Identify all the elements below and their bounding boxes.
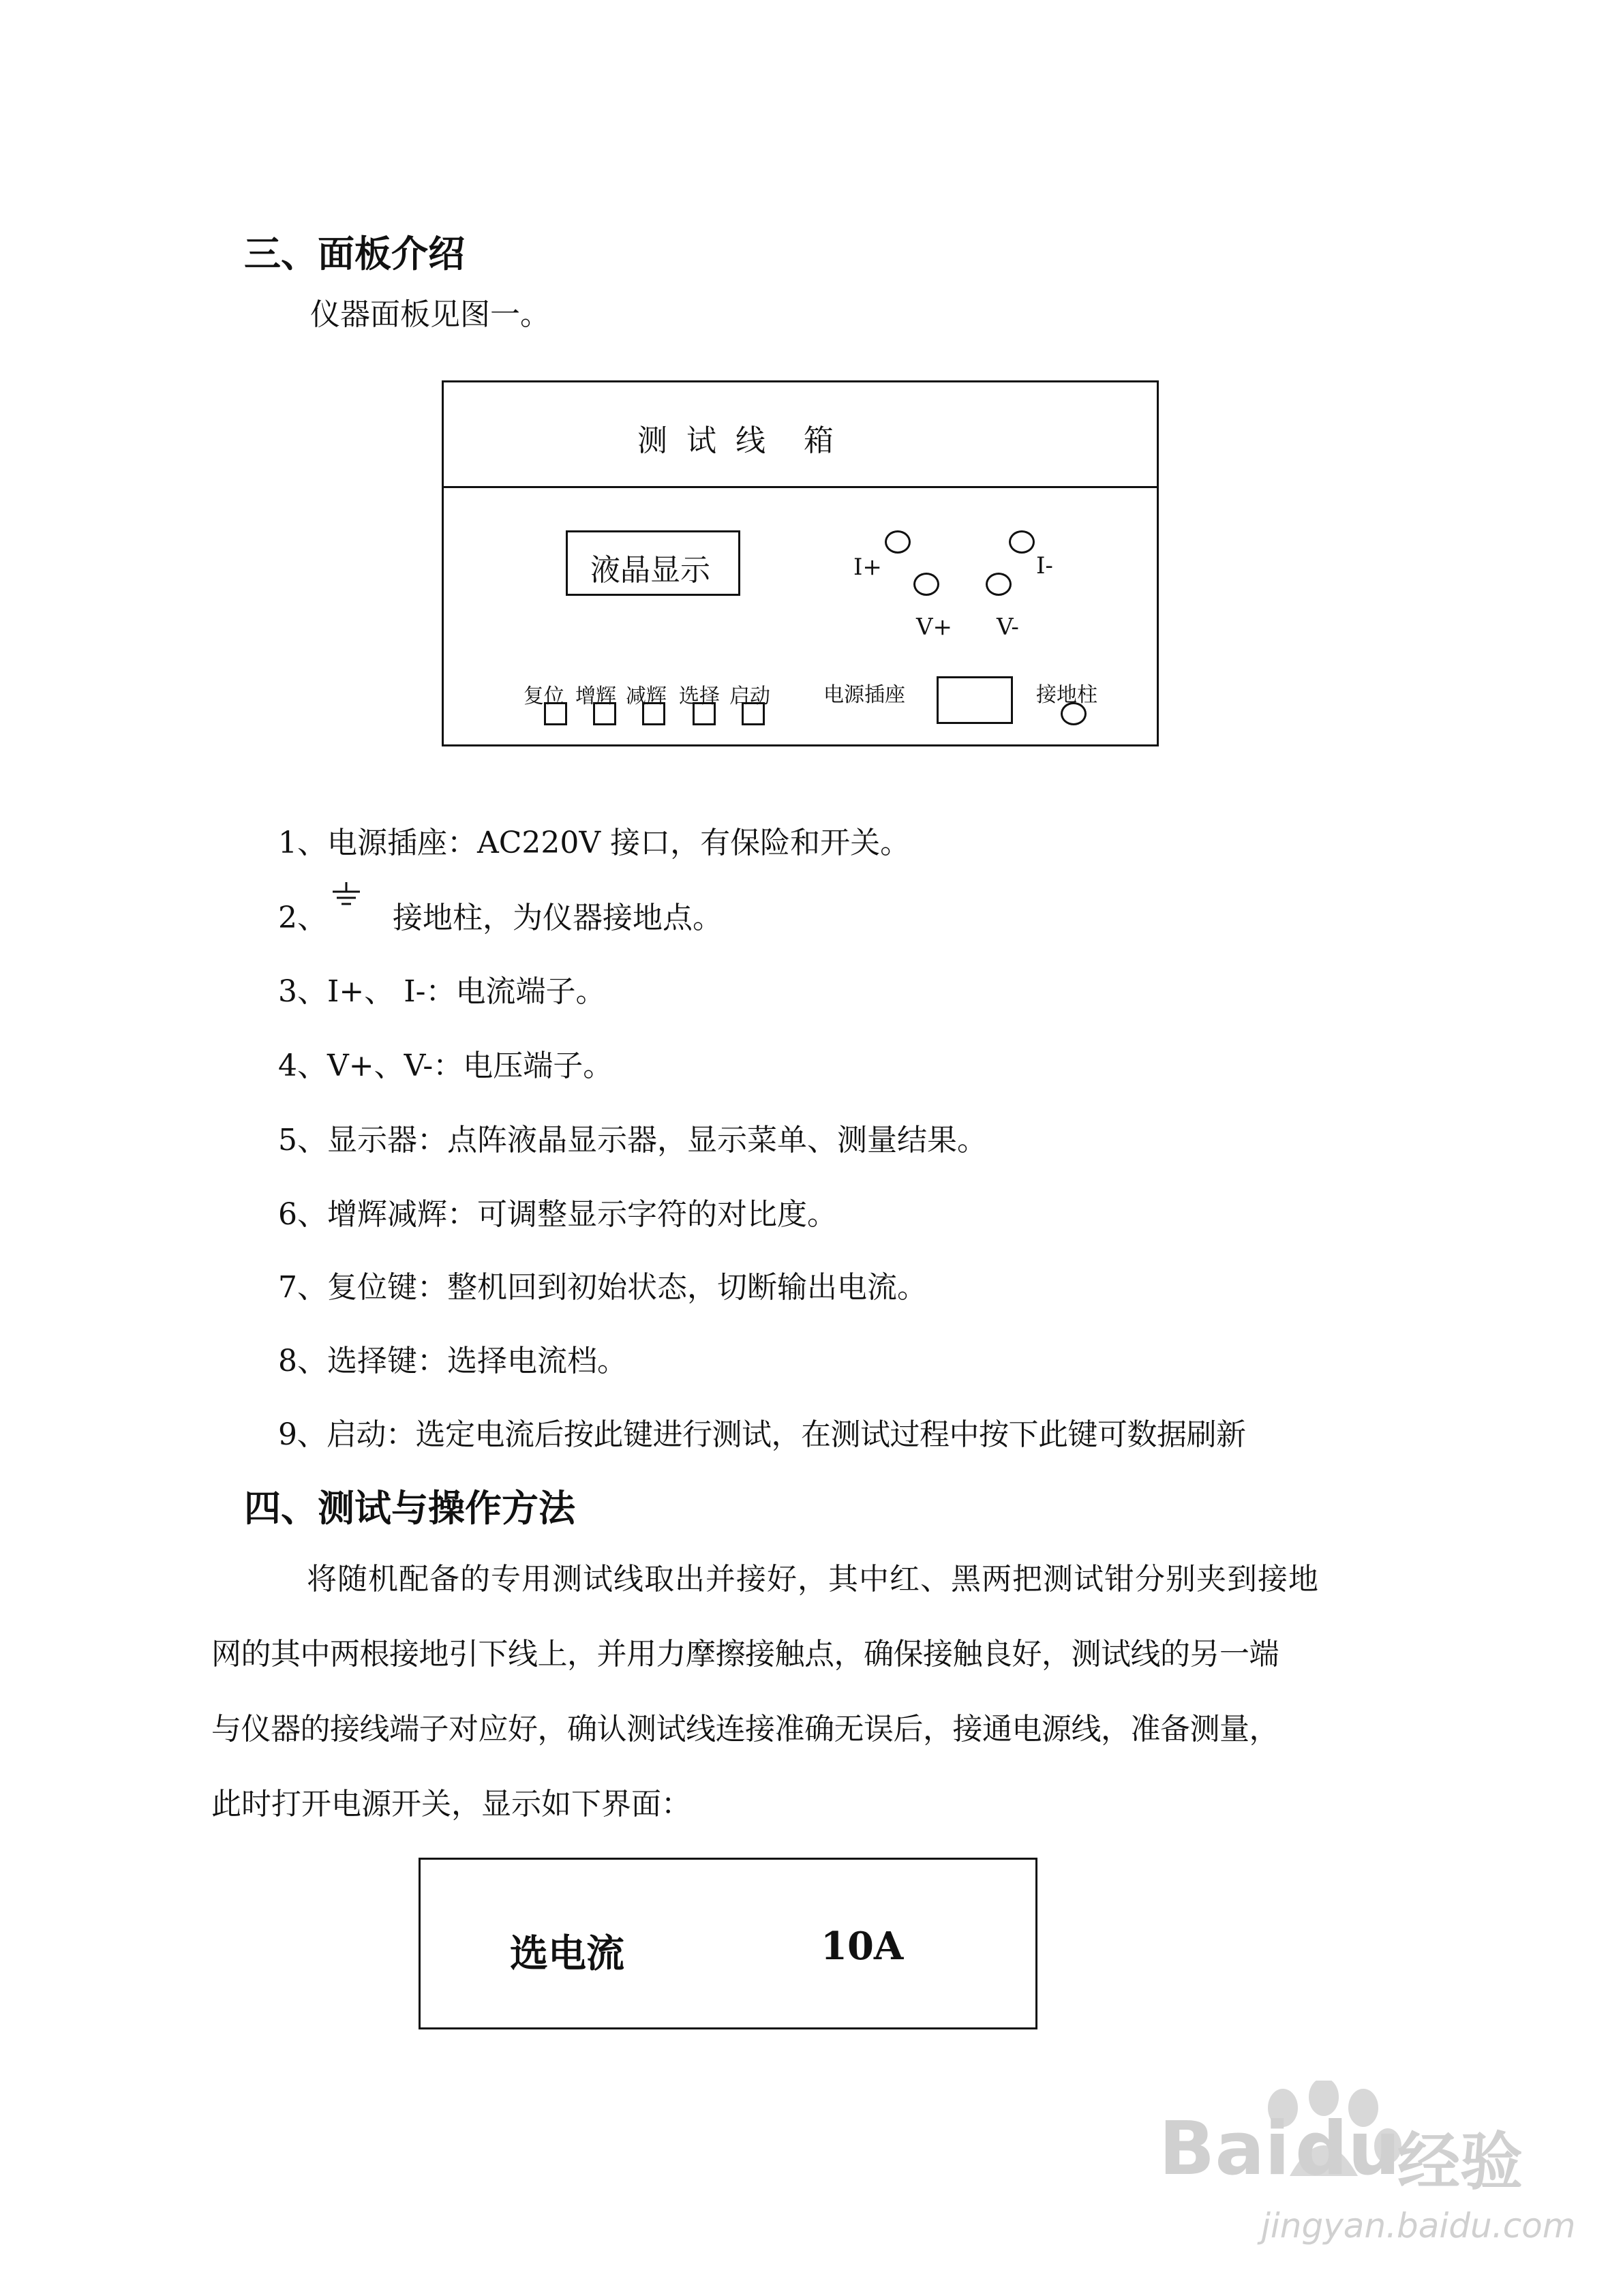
power-socket-box [937,676,1013,724]
item-4: 4、V+、V-：电压端子。 [278,1048,613,1083]
panel-divider [442,486,1159,488]
reset-button-square [544,702,567,725]
start-button-square [742,702,765,725]
button-label-dim: 减辉 [626,684,667,708]
item-6: 6、增辉减辉：可调整显示字符的对比度。 [278,1197,837,1232]
ground-post-socket [1061,702,1087,725]
terminal-v-minus-label: V- [997,614,1019,641]
paragraph-line-2: 网的其中两根接地引下线上，并用力摩擦接触点，确保接触良好，测试线的另一端 [211,1637,1279,1672]
paragraph-line-1: 将随机配备的专用测试线取出并接好，其中红、黑两把测试钳分别夹到接地 [307,1562,1319,1597]
brighten-button-square [593,702,616,725]
lcd-label: 液晶显示 [590,553,710,588]
watermark-logo-du: du [1295,2106,1401,2192]
section-3-intro: 仪器面板见图一。 [310,297,550,332]
item-7: 7、复位键：整机回到初始状态，切断输出电流。 [278,1270,927,1305]
panel-title: 测 试 线 箱 [637,423,834,458]
watermark-logo-jingyan: 经验 [1397,2126,1523,2199]
select-button-square [693,702,716,725]
item-2-prefix: 2、 [278,901,327,935]
terminal-v-plus-socket [913,573,939,596]
power-socket-label: 电源插座 [823,683,905,707]
terminal-i-minus-socket [1009,530,1035,554]
button-label-start: 启动 [729,684,770,708]
button-label-reset: 复位 [524,684,564,708]
section-4-heading: 四、测试与操作方法 [244,1486,575,1530]
item-8: 8、选择键：选择电流档。 [278,1344,627,1378]
terminal-v-plus-label: V+ [916,614,953,641]
section-3-heading: 三、面板介绍 [244,232,465,275]
button-label-select: 选择 [679,684,720,708]
terminal-v-minus-socket [986,573,1012,596]
terminal-i-minus-label: I- [1036,552,1053,579]
paragraph-line-4: 此时打开电源开关，显示如下界面： [211,1787,691,1822]
terminal-i-plus-socket [885,530,911,554]
button-label-brighten: 增辉 [575,684,616,708]
item-5: 5、显示器：点阵液晶显示器，显示菜单、测量结果。 [278,1123,987,1158]
item-3: 3、I+、 I-：电流端子。 [278,974,606,1009]
watermark-logo-bai: Bai [1159,2106,1290,2192]
lcd-screen-label: 选电流 [510,1931,624,1976]
item-9: 9、启动：选定电流后按此键进行测试，在测试过程中按下此键可数据刷新 [278,1417,1246,1452]
paragraph-line-3: 与仪器的接线端子对应好，确认测试线连接准确无误后，接通电源线，准备测量， [211,1712,1279,1747]
dim-button-square [642,702,665,725]
terminal-i-plus-label: I+ [853,554,882,581]
item-1: 1、电源插座：AC220V 接口，有保险和开关。 [278,826,911,860]
lcd-screen-value: 10A [821,1924,904,1969]
item-2: 接地柱，为仪器接地点。 [393,901,723,935]
ground-post-label: 接地柱 [1036,683,1097,707]
ground-symbol-icon [330,882,364,909]
watermark-url: jingyan.baidu.com [1261,2206,1576,2246]
